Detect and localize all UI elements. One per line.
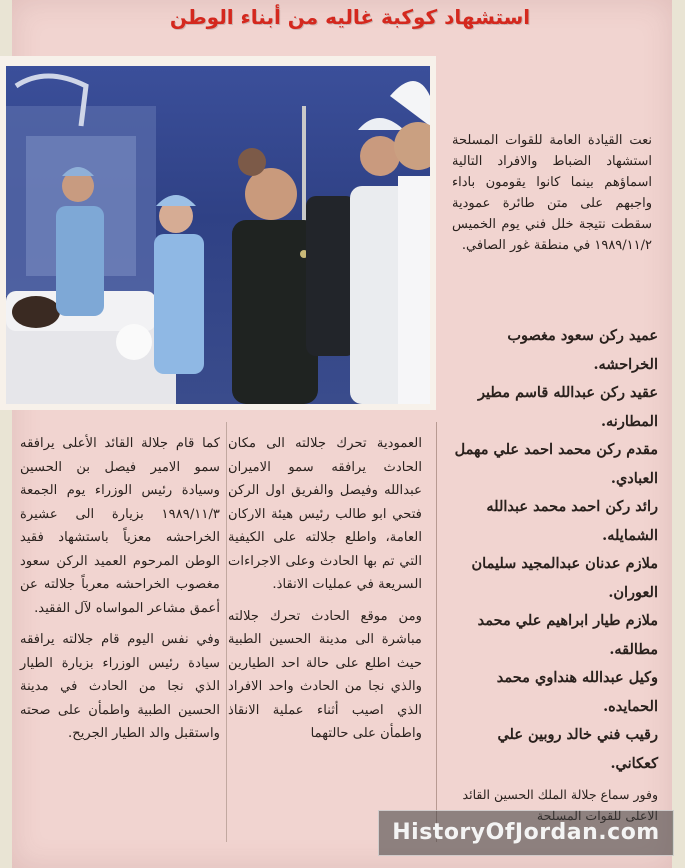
list-item: وكيل عبدالله هنداوي محمد الحمايده. [496,669,658,715]
list-item: رائد ركن احمد محمد عبدالله الشمايله. [486,498,658,544]
column-divider [436,422,437,842]
martyrs-list [448,322,658,826]
list-item: ملازم عدنان عبدالمجيد سليمان العوران. [471,555,658,601]
list-item: رقيب فني خالد روبين علي كعكاني. [497,726,658,772]
list-item: عقيد ركن عبدالله قاسم مطير المطارنه. [478,384,658,430]
list-item: عميد ركن سعود مغصوب الخراحشه. [507,327,658,373]
list-item: ملازم طيار ابراهيم علي محمد مطالقه. [477,612,658,658]
left-column [20,432,220,746]
intro-paragraph: نعت القيادة العامة للقوات المسلحة استشهاد الضباط والافراد التالية اسماؤهم بينما كانوا يقومون باداء واجبهم على متن طائرة عمودية سقطت نتيجة خلل فني يوم الخميس ١٩٨٩/١١/٢ في منطقة غور الصافي. [452,133,652,253]
middle-paragraph: ومن موقع الحادث تحرك جلالته مباشرة الى مدينة الحسين الطبية حيث اطلع على حالة احد الطيارين والذي نجا من الحادث واحد الافراد الذي اصيب أثناء عملية الانقاذ واطمأن على حالتهما [228,608,422,741]
intro-tail-paragraph: وفور سماع جلالة الملك الحسين القائد [462,787,658,802]
headline: استشهاد كوكبة غاليه من أبناء الوطن [169,5,531,29]
list-item: مقدم ركن محمد احمد علي مهمل العبادي. [454,441,658,487]
middle-paragraph: العمودية تحرك جلالته الى مكان الحادث يرافقه سمو الاميران عبدالله وفيصل والفريق اول الركن فتحي ابو طالب رئيس هيئة الاركان العامة، واطلع جلالته على الكيفية التي تم بها الحادث وعلى الاجراءات السريعة في عمليات الانقاذ. [228,436,422,592]
column-divider [226,422,227,842]
hospital-photo [6,66,430,404]
left-paragraph: كما قام جلالة القائد الأعلى يرافقه سمو الامير فيصل بن الحسين وسيادة رئيس الوزراء يوم الجمعة ١٩٨٩/١١/٣ بزيارة الى عشيرة الخراحشه معزياً باستشهاد فقيد الوطن المرحوم العميد الركن سعود مغصوب الخراحشه معرباً جلالته عن أعمق مشاعر المواساه لآل الفقيد. [20,436,220,616]
watermark: HistoryOfJordan.com [378,810,674,856]
middle-column [228,432,422,746]
hospital-scene-illustration [6,66,430,404]
photo-frame [0,56,436,410]
left-paragraph: وفي نفس اليوم قام جلالته يرافقه سيادة رئيس الوزراء بزيارة الطيار الذي نجا من الحادث في مدينة الحسين الطبية واطمأن على صحته واستقبل والد الطيار الجريح. [20,632,220,741]
